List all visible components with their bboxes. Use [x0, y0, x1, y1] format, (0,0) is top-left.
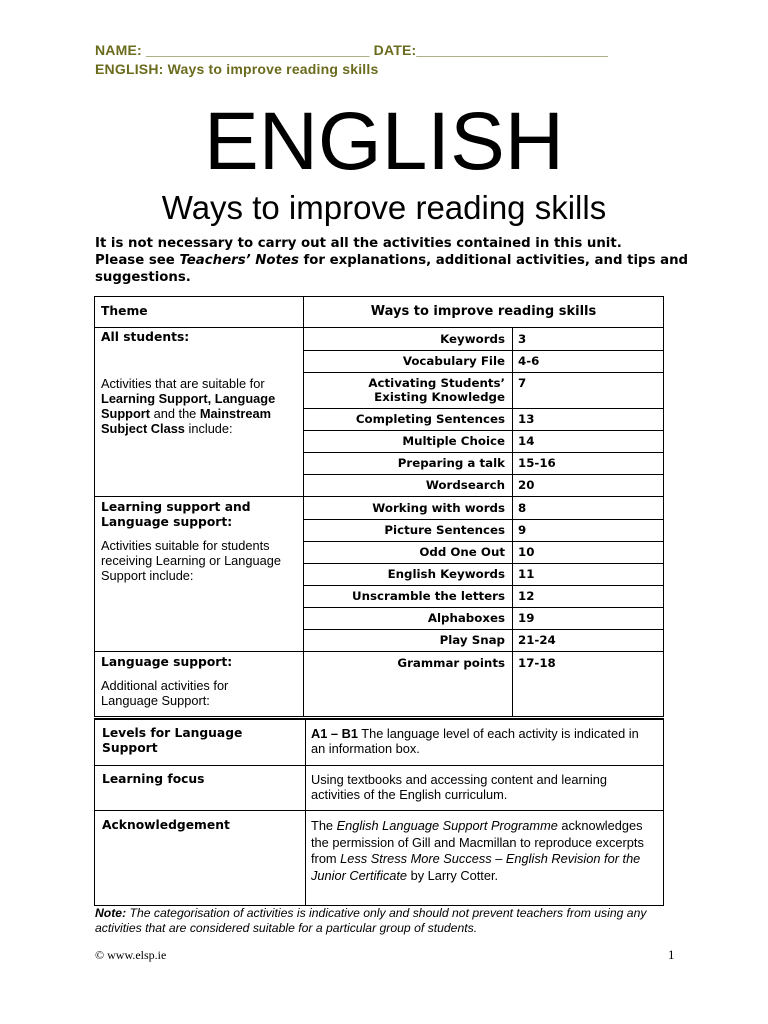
activity-pages: 14 — [512, 430, 663, 452]
activity-name: Alphaboxes — [427, 611, 505, 625]
activity-pages: 21-24 — [512, 629, 663, 651]
activity-pages: 4-6 — [512, 350, 663, 372]
desc-bold-2: Mainstream Subject Class — [101, 406, 271, 436]
activity-name: Vocabulary File — [402, 354, 505, 368]
activity-pages: 15-16 — [512, 452, 663, 474]
group-all-students-title: All students: — [101, 330, 190, 344]
activity-name: Completing Sentences — [355, 412, 505, 426]
activity-pages: 10 — [512, 541, 663, 563]
focus-text: Using textbooks and accessing content and learning activities of the English curriculum. — [311, 772, 607, 802]
ways-column-header: Ways to improve reading skills — [370, 304, 597, 319]
activity-name: Unscramble the letters — [352, 589, 505, 603]
activity-name: Odd One Out — [419, 545, 505, 559]
intro-line-2-post: for explanations, additional activities, and tips and suggestions. — [95, 253, 689, 285]
page-title: ENGLISH — [204, 96, 564, 187]
desc-mid: and the — [150, 406, 200, 421]
activity-row — [304, 430, 663, 452]
desc-pre: Activities that are suitable for — [101, 376, 265, 391]
teachers-notes-ref: Teachers’ Notes — [179, 253, 299, 268]
ack-book: Less Stress More Success – English Revision for the Junior Certificate — [311, 851, 641, 883]
activity-pages: 19 — [512, 607, 663, 629]
activity-name: Keywords — [440, 332, 505, 346]
ack-t3: by Larry Cotter. — [407, 867, 499, 883]
activity-name: Multiple Choice — [402, 434, 505, 448]
intro-line-1: It is not necessary to carry out all the activities contained in this unit. — [95, 236, 622, 251]
group-learning-support-desc: Activities suitable for students receiving Learning or Language Support include: — [101, 538, 281, 583]
desc-bold-1: Learning Support, Language Support — [101, 391, 276, 421]
activity-row — [304, 452, 663, 474]
group-learning-support-title: Learning support and Language support: — [101, 500, 251, 529]
activity-row — [304, 372, 663, 408]
activity-pages: 20 — [512, 474, 663, 496]
group-language-support — [101, 655, 299, 708]
group-language-support-title: Language support: — [101, 655, 233, 669]
activity-name: Grammar points — [397, 656, 505, 670]
levels-label: Levels for Language Support — [102, 726, 243, 755]
activity-pages: 8 — [512, 497, 663, 519]
focus-label: Learning focus — [102, 772, 205, 786]
activity-row — [304, 350, 663, 372]
activity-row — [304, 563, 663, 585]
activity-name: English Keywords — [387, 567, 505, 581]
activity-pages: 12 — [512, 585, 663, 607]
activity-name: Working with words — [372, 501, 505, 515]
activity-name: Play Snap — [439, 633, 505, 647]
intro-text — [95, 235, 695, 286]
activity-pages: 13 — [512, 408, 663, 430]
desc-post: include: — [184, 421, 233, 436]
levels-text — [311, 726, 656, 756]
intro-line-2-pre: Please see — [95, 253, 180, 268]
activity-row — [304, 629, 663, 651]
activity-pages: 9 — [512, 519, 663, 541]
running-header: ENGLISH: Ways to improve reading skills — [95, 61, 379, 77]
ack-programme: English Language Support Programme — [336, 818, 558, 833]
levels-desc: The language level of each activity is indicated in an information box. — [311, 726, 639, 756]
activity-row — [304, 541, 663, 563]
activity-row — [304, 585, 663, 607]
page-number: 1 — [668, 947, 675, 962]
note-label: Note: — [95, 906, 127, 920]
activity-row — [304, 607, 663, 629]
activity-row — [304, 474, 663, 496]
activity-row — [304, 408, 663, 430]
activity-name: Activating Students’ Existing Knowledge — [368, 376, 505, 404]
theme-column-header: Theme — [101, 304, 148, 318]
group-learning-support — [101, 500, 299, 583]
footer-copyright: © www.elsp.ie — [95, 948, 167, 962]
ack-t2: acknowledges the permission of Gill and Macmillan to reproduce excerpts from — [311, 818, 644, 866]
ack-text — [311, 818, 656, 884]
group-language-support-desc: Additional activities for Language Support: — [101, 678, 229, 708]
activity-row — [304, 497, 663, 519]
activity-pages: 3 — [512, 328, 663, 350]
note-body: The categorisation of activities is indicative only and should not prevent teachers from using any activities that are considered suitable for a particular group of students. — [95, 906, 647, 935]
ack-label: Acknowledgement — [102, 818, 230, 832]
activity-name: Wordsearch — [425, 478, 505, 492]
levels-range: A1 – B1 — [311, 726, 358, 741]
group-all-students-desc — [101, 376, 299, 436]
activity-pages: 7 — [512, 372, 663, 408]
activity-row — [304, 328, 663, 350]
note-text — [95, 906, 675, 936]
activity-row — [304, 519, 663, 541]
activity-pages: 11 — [512, 563, 663, 585]
activity-name: Preparing a talk — [397, 456, 505, 470]
activity-pages: 17-18 — [512, 652, 663, 717]
intro-line-2 — [95, 252, 695, 286]
group-all-students — [101, 330, 299, 436]
ack-t1: The — [311, 818, 337, 833]
activity-name: Picture Sentences — [384, 523, 505, 537]
page-subtitle: Ways to improve reading skills — [161, 189, 607, 226]
name-date-line: NAME: ____________________________ DATE:________________________ — [95, 42, 609, 58]
activity-row — [304, 652, 663, 674]
